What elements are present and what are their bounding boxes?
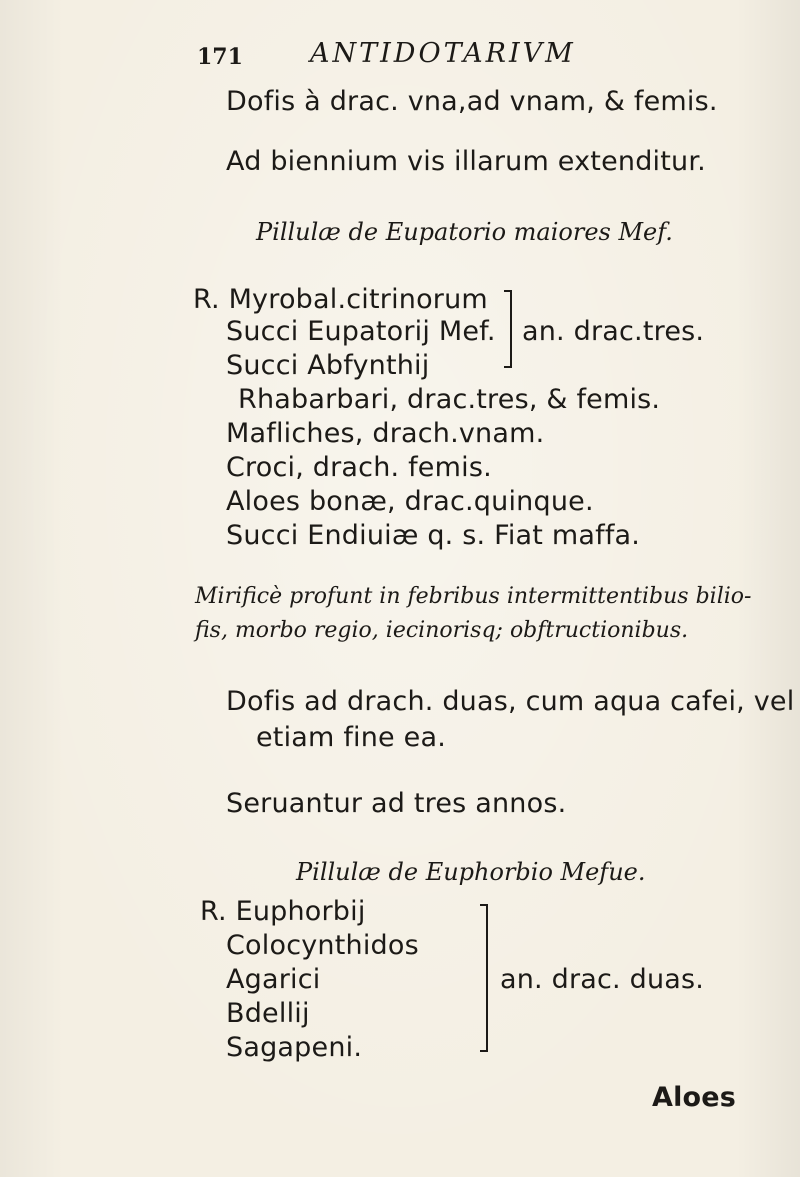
ingredient-endive: Succi Endiuiæ q. s. Fiat maffa. [226,520,641,551]
indication-line-1: Mirificè profunt in febribus intermittentibus bilio- [195,584,752,609]
ingredient-bracket-2 [476,904,488,1052]
ingredient-bdellium: Bdellij [226,998,310,1029]
dose-each-three-drachms: an. drac.tres. [522,316,705,347]
indication-line-2: fis, morbo regio, iecinorisq; obftructionibus. [195,618,689,643]
ingredient-rhubarb: Rhabarbari, drac.tres, & femis. [238,384,661,415]
dose-each-two-drachms: an. drac. duas. [500,964,705,995]
ingredient-mastic: Mafliches, drach.vnam. [226,418,545,449]
ingredient-aloes: Aloes bonæ, drac.quinque. [226,486,594,517]
duration-line: Ad biennium vis illarum extenditur. [226,146,706,177]
recipe-heading-euphorbio: Pillulæ de Euphorbio Mefue. [296,858,646,886]
dosage-line-1: Dofis ad drach. duas, cum aqua cafei, vel [226,686,795,717]
ingredient-sagapenum: Sagapeni. [226,1032,363,1063]
ingredient-euphorbium: R. Euphorbij [200,896,366,927]
ingredient-absinth: Succi Abfynthij [226,350,430,381]
ingredient-colocynth: Colocynthidos [226,930,419,961]
recipe-heading-eupatorio: Pillulæ de Eupatorio maiores Mef. [256,218,673,246]
running-title: ANTIDOTARIVM [310,38,576,69]
ingredient-myrobalan: R. Myrobal.citrinorum [193,284,488,315]
dosage-line-2: etiam fine ea. [256,722,446,753]
page-number: 171 [197,44,243,70]
ingredient-agaric: Agarici [226,964,321,995]
catchword: Aloes [652,1082,737,1113]
storage-line: Seruantur ad tres annos. [226,788,567,819]
dose-line: Dofis à drac. vna,ad vnam, & femis. [226,86,718,117]
ingredient-saffron: Croci, drach. femis. [226,452,492,483]
ingredient-eupatorium: Succi Eupatorij Mef. [226,316,496,347]
ingredient-bracket-1 [500,290,512,368]
